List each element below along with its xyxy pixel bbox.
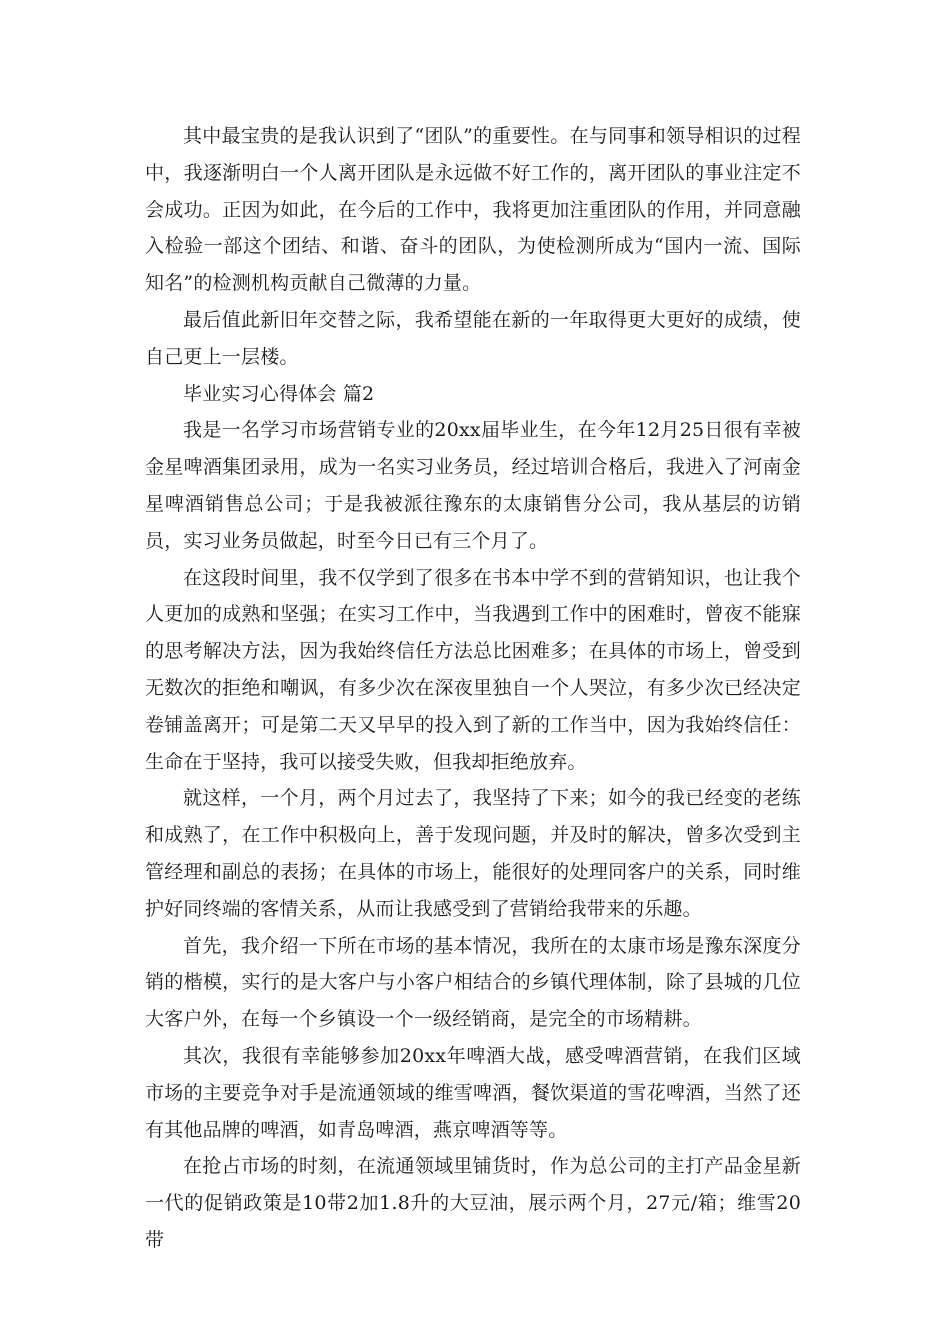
paragraph-introduction: 我是一名学习市场营销专业的20xx届毕业生，在今年12月25日很有幸被金星啤酒集团录用，成为一名实习业务员，经过培训合格后，我进入了河南金星啤酒销售总公司；于是我被派往豫东的太康销售分公司，我从基层的访销员，实习业务员做起，时至今日已有三个月了。 [145,419,801,552]
document-body [145,118,801,1259]
paragraph-promotion: 在抢占市场的时刻，在流通领域里铺货时，作为总公司的主打产品金星新一代的促销政策是10带2加1.8升的大豆油，展示两个月，27元/箱；维雪20带 [145,1155,801,1251]
section-title: 毕业实习心得体会 篇2 [183,382,375,405]
paragraph-growth: 在这段时间里，我不仅学到了很多在书本中学不到的营销知识，也让我个人更加的成熟和坚强；在实习工作中，当我遇到工作中的困难时，曾夜不能寐的思考解决方法，因为我始终信任方法总比困难多；在具体的市场上，曾受到无数次的拒绝和嘲讽，有多少次在深夜里独自一个人哭泣，有多少次已经决定卷铺盖离开；可是第二天又早早的投入到了新的工作当中，因为我始终信任：生命在于坚持，我可以接受失败，但我却拒绝放弃。 [145,566,801,773]
paragraph-teamwork: 其中最宝贵的是我认识到了“团队”的重要性。在与同事和领导相识的过程中，我逐渐明白一个人离开团队是永远做不好工作的，离开团队的事业注定不会成功。正因为如此，在今后的工作中，我将更加注重团队的作用，并同意融入检验一部这个团结、和谐、奋斗的团队，为使检测所成为“国内一流、国际知名”的检测机构贡献自己微薄的力量。 [145,125,801,295]
paragraph-persistence: 就这样，一个月，两个月过去了，我坚持了下来；如今的我已经变的老练和成熟了，在工作中积极向上，善于发现问题，并及时的解决，曾多次受到主管经理和副总的表扬；在具体的市场上，能很好的处理同客户的关系，同时维护好同终端的客情关系，从而让我感受到了营销给我带来的乐趣。 [145,787,801,920]
paragraph-closing-wish: 最后值此新旧年交替之际，我希望能在新的一年取得更大更好的成绩，使自己更上一层楼。 [145,308,801,368]
paragraph-market-overview: 首先，我介绍一下所在市场的基本情况，我所在的太康市场是豫东深度分销的楷模，实行的是大客户与小客户相结合的乡镇代理体制，除了县城的几位大客户外，在每一个乡镇设一个一级经销商，是完全的市场精耕。 [145,934,801,1031]
paragraph-competition: 其次，我很有幸能够参加20xx年啤酒大战，感受啤酒营销，在我们区域市场的主要竞争对手是流通领域的维雪啤酒，餐饮渠道的雪花啤酒，当然了还有其他品牌的啤酒，如青岛啤酒，燕京啤酒等等。 [145,1044,801,1141]
